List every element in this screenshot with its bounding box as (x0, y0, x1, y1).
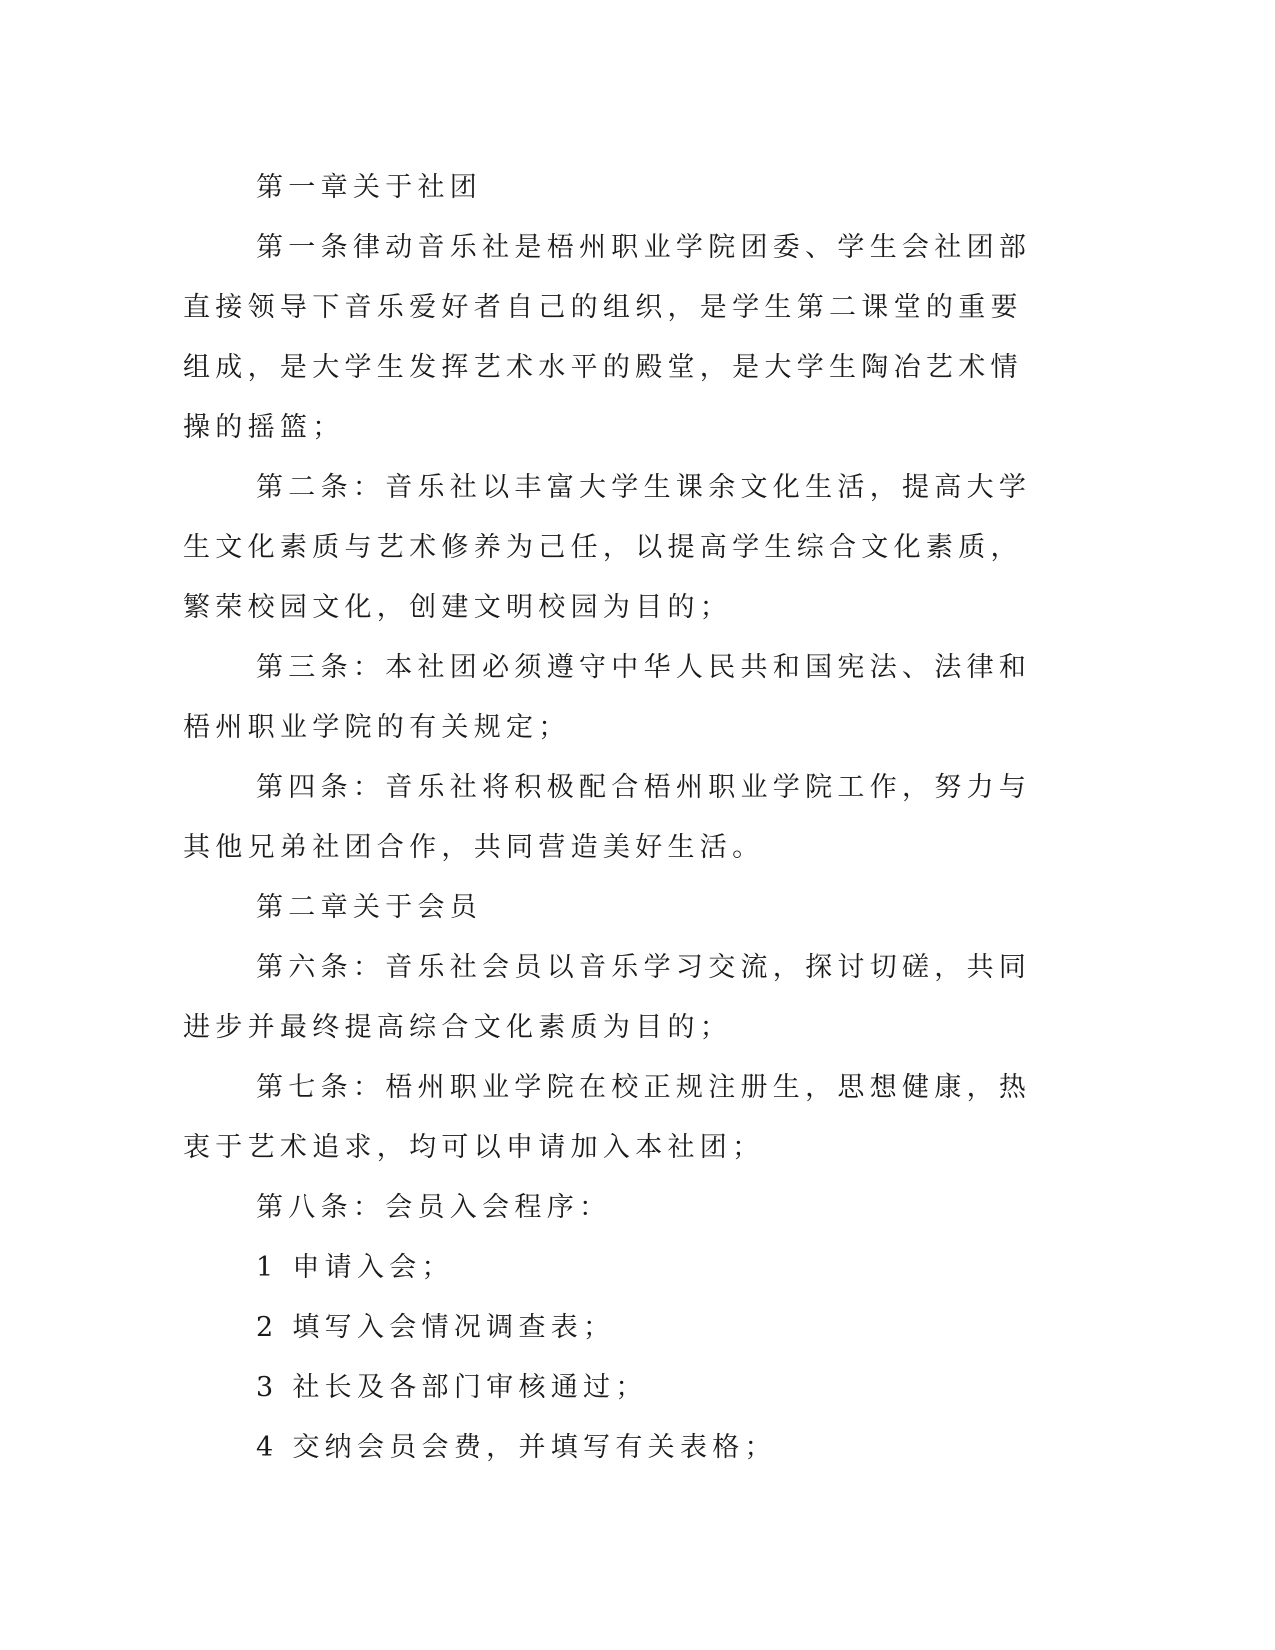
article-7: 第七条：梧州职业学院在校正规注册生，思想健康，热衷于艺术追求，均可以申请加入本社团； (183, 1072, 1032, 1163)
article-6: 第六条：音乐社会员以音乐学习交流，探讨切磋，共同进步并最终提高综合文化素质为目的； (183, 952, 1032, 1043)
article-4: 第四条：音乐社将积极配合梧州职业学院工作，努力与其他兄弟社团合作，共同营造美好生活。 (183, 772, 1032, 863)
article-2: 第二条：音乐社以丰富大学生课余文化生活，提高大学生文化素质与艺术修养为己任，以提高学生综合文化素质，繁荣校园文化，创建文明校园为目的； (183, 472, 1032, 623)
procedure-step-2: 2 填写入会情况调查表； (256, 1312, 616, 1343)
document-body (183, 158, 1043, 1478)
article-8: 第八条：会员入会程序： (256, 1192, 612, 1223)
procedure-step-4: 4 交纳会员会费，并填写有关表格； (256, 1432, 777, 1463)
article-1: 第一条律动音乐社是梧州职业学院团委、学生会社团部直接领导下音乐爱好者自己的组织，是学生第二课堂的重要组成，是大学生发挥艺术水平的殿堂，是大学生陶冶艺术情操的摇篮； (183, 232, 1032, 443)
chapter-heading-2: 第二章关于会员 (256, 892, 483, 923)
procedure-step-1: 1 申请入会； (256, 1252, 454, 1283)
article-3: 第三条：本社团必须遵守中华人民共和国宪法、法律和梧州职业学院的有关规定； (183, 652, 1032, 743)
procedure-step-3: 3 社长及各部门审核通过； (256, 1372, 648, 1403)
chapter-heading-1: 第一章关于社团 (256, 172, 483, 203)
